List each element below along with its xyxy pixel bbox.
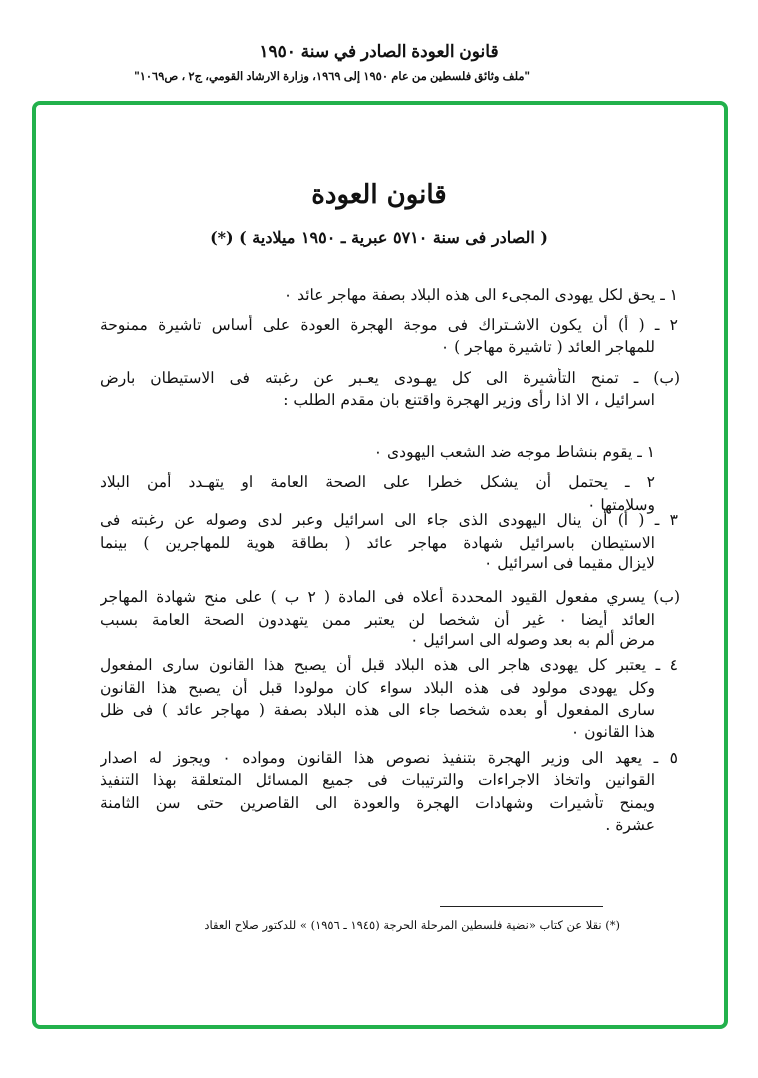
article-5-line: ٥ ـ يعهد الى وزير الهجرة بتنفيذ نصوص هذا القانون ومواده ٠ ويجوز له اصدار [100,749,678,767]
article-3b-line: مرض ألم به بعد وصوله الى اسرائيل ٠ [410,631,655,649]
document-subtitle: ( الصادر فى سنة ٥٧١٠ عبرية ـ ١٩٥٠ ميلادية ) (*) [210,228,548,247]
article-2b-item-1: ١ ـ يقوم بنشاط موجه ضد الشعب اليهودى ٠ [373,443,655,461]
article-4-line: ٤ ـ يعتبر كل يهودى هاجر الى هذه البلاد قبل أن يصبح هذا القانون سارى المفعول [100,656,678,674]
article-2b-line: اسرائيل ، الا اذا رأى وزير الهجرة واقتنع بان مقدم الطلب : [283,391,655,409]
article-3a-line: لايزال مقيما فى اسرائيل ٠ [483,554,655,572]
article-2b-item-2: وسلامتها ٠ [587,496,655,514]
article-5-line: القوانين واتخاذ الاجراءات والترتيبات فى جميع المسائل المتعلقة بهذا التنفيذ [100,771,655,789]
article-3b-line: (ب) يسري مفعول القيود المحددة أعلاه فى المادة ( ٢ ب ) على منح شهادة المهاجر [100,588,680,606]
footnote-divider [440,906,603,907]
article-4-line: هذا القانون ٠ [570,723,655,741]
page-header-title: قانون العودة الصادر في سنة ١٩٥٠ [259,42,499,61]
page-header-source: "ملف وثائق فلسطين من عام ١٩٥٠ إلى ١٩٦٩، وزارة الارشاد القومي، ج٢ ، ص١٠٦٩" [134,71,530,83]
article-2a-line: للمهاجر العائد ( تاشيرة مهاجر ) ٠ [440,338,655,356]
article-2b-line: (ب) ـ تمنح التأشيرة الى كل يهـودى يعـبر عن رغبته فى الاستيطان بارض [100,369,680,387]
article-3a-line: ٣ ـ ( أ) أن ينال اليهودى الذى جاء الى اسرائيل وعبر لدى وصوله عن رغبته فى [100,511,678,529]
footnote: (*) نقلا عن كتاب «نضية فلسطين المرحلة الحرجة (١٩٤٥ ـ ١٩٥٦) » للدكتور صلاح العقاد [204,918,620,932]
article-3b-line: العائد أيضا ٠ غير أن شخصا لن يعتبر ممن يتهددون الصحة العامة بسبب [100,611,655,629]
article-1-line: ١ ـ يحق لكل يهودى المجىء الى هذه البلاد بصفة مهاجر عائد ٠ [283,286,678,304]
article-2a-line: ٢ ـ ( أ) أن يكون الاشـتراك فى موجة الهجرة العودة على أساس تاشيرة ممنوحة [100,316,678,334]
article-2b-item-2: ٢ ـ يحتمل أن يشكل خطرا على الصحة العامة او يتهـدد أمن البلاد [100,473,655,491]
article-4-line: سارى المفعول أو بعده شخصا جاء الى هذه البلاد بصفة ( مهاجر عائد ) فى ظل [100,701,655,719]
article-5-line: ويمنح تأشيرات وشهادات الهجرة والعودة الى القاصرين حتى سن الثامنة [100,794,655,812]
article-3a-line: الاستيطان باسرائيل شهادة مهاجر عائد ( بطاقة هوية للمهاجرين ) بينما [100,534,655,552]
article-4-line: وكل يهودى مولود فى هذه البلاد سواء كان مولودا قبل أن يصبح هذا القانون [100,679,655,697]
document-title: قانون العودة [311,180,447,210]
article-5-line: عشرة . [605,816,655,834]
